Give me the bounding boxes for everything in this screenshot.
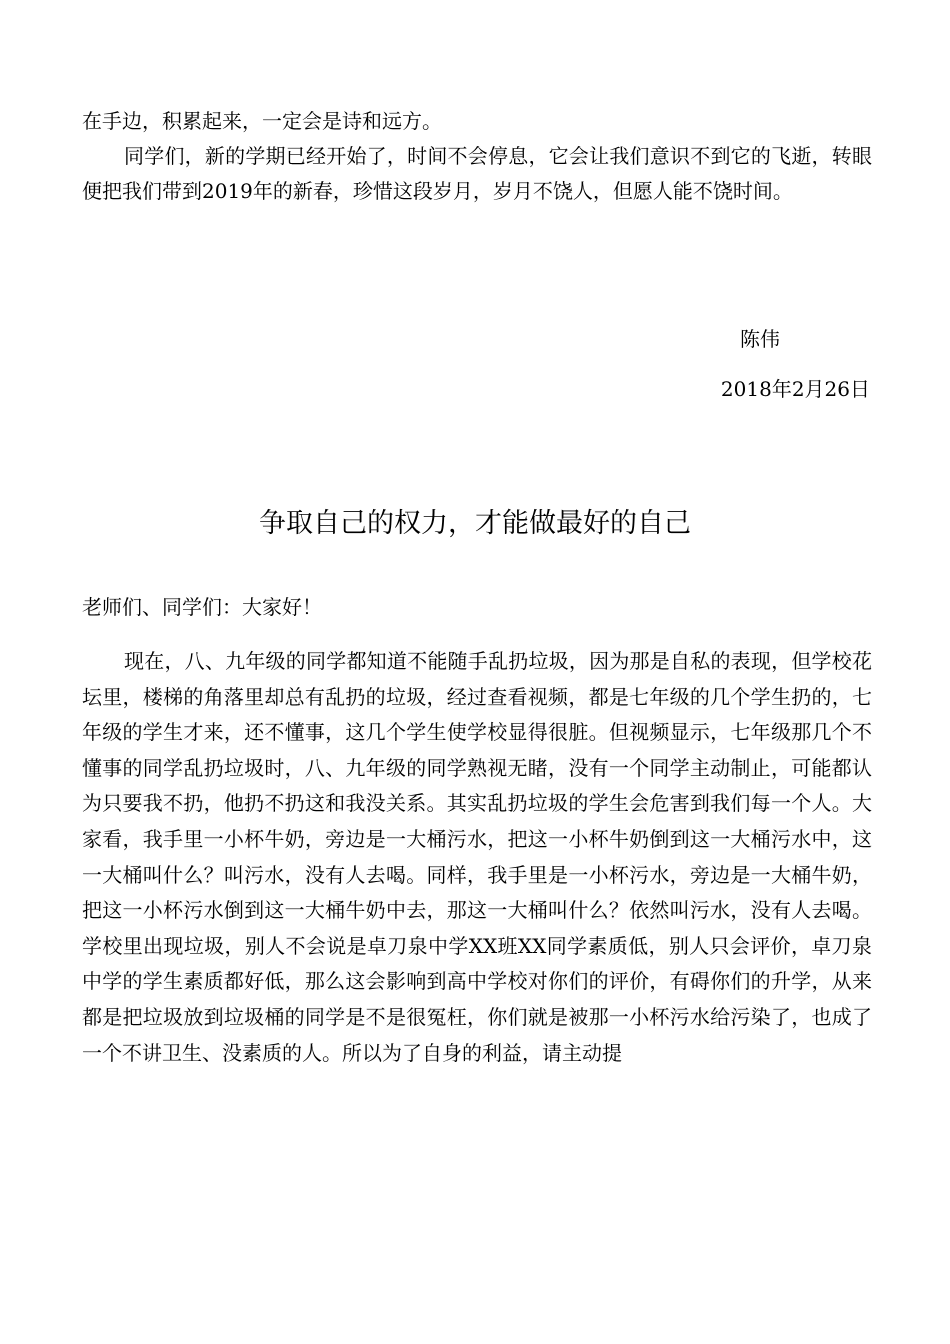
continuation-text: [82, 104, 872, 209]
signature-name: 陈伟: [740, 327, 780, 351]
speech-salutation: 老师们、同学们：大家好！: [82, 595, 322, 619]
continuation-paragraph: 同学们，新的学期已经开始了，时间不会停息，它会让我们意识不到它的飞逝，转眼便把我们带到2019年的新春，珍惜这段岁月，岁月不饶人，但愿人能不饶时间。: [82, 144, 872, 203]
speech-body: [82, 644, 872, 1071]
speech-body-paragraph: 现在，八、九年级的同学都知道不能随手乱扔垃圾，因为那是自私的表现，但学校花坛里，楼梯的角落里却总有乱扔的垃圾，经过查看视频，都是七年级的几个学生扔的，七年级的学生才来，还不懂事，这几个学生使学校显得很脏。但视频显示，七年级那几个不懂事的同学乱扔垃圾时，八、九年级的同学熟视无睹，没有一个同学主动制止，可能都认为只要我不扔，他扔不扔这和我没关系。其实乱扔垃圾的学生会危害到我们每一个人。大家看，我手里一小杯牛奶，旁边是一大桶污水，把这一小杯牛奶倒到这一大桶污水中，这一大桶叫什么？叫污水，没有人去喝。同样，我手里是一小杯污水，旁边是一大桶牛奶，把这一小杯污水倒到这一大桶牛奶中去，那这一大桶叫什么？依然叫污水，没有人去喝。学校里出现垃圾，别人不会说是卓刀泉中学XX班XX同学素质低，别人只会评价，卓刀泉中学的学生素质都好低，那么这会影响到高中学校对你们的评价，有碍你们的升学，从来都是把垃圾放到垃圾桶的同学是不是很冤枉，你们就是被那一小杯污水给污染了，也成了一个不讲卫生、没素质的人。所以为了自身的利益，请主动提: [82, 649, 872, 1065]
signature-date: 2018年2月26日: [720, 377, 870, 401]
continuation-line: 在手边，积累起来，一定会是诗和远方。: [82, 109, 442, 133]
speech-title: 争取自己的权力，才能做最好的自己: [259, 508, 691, 539]
